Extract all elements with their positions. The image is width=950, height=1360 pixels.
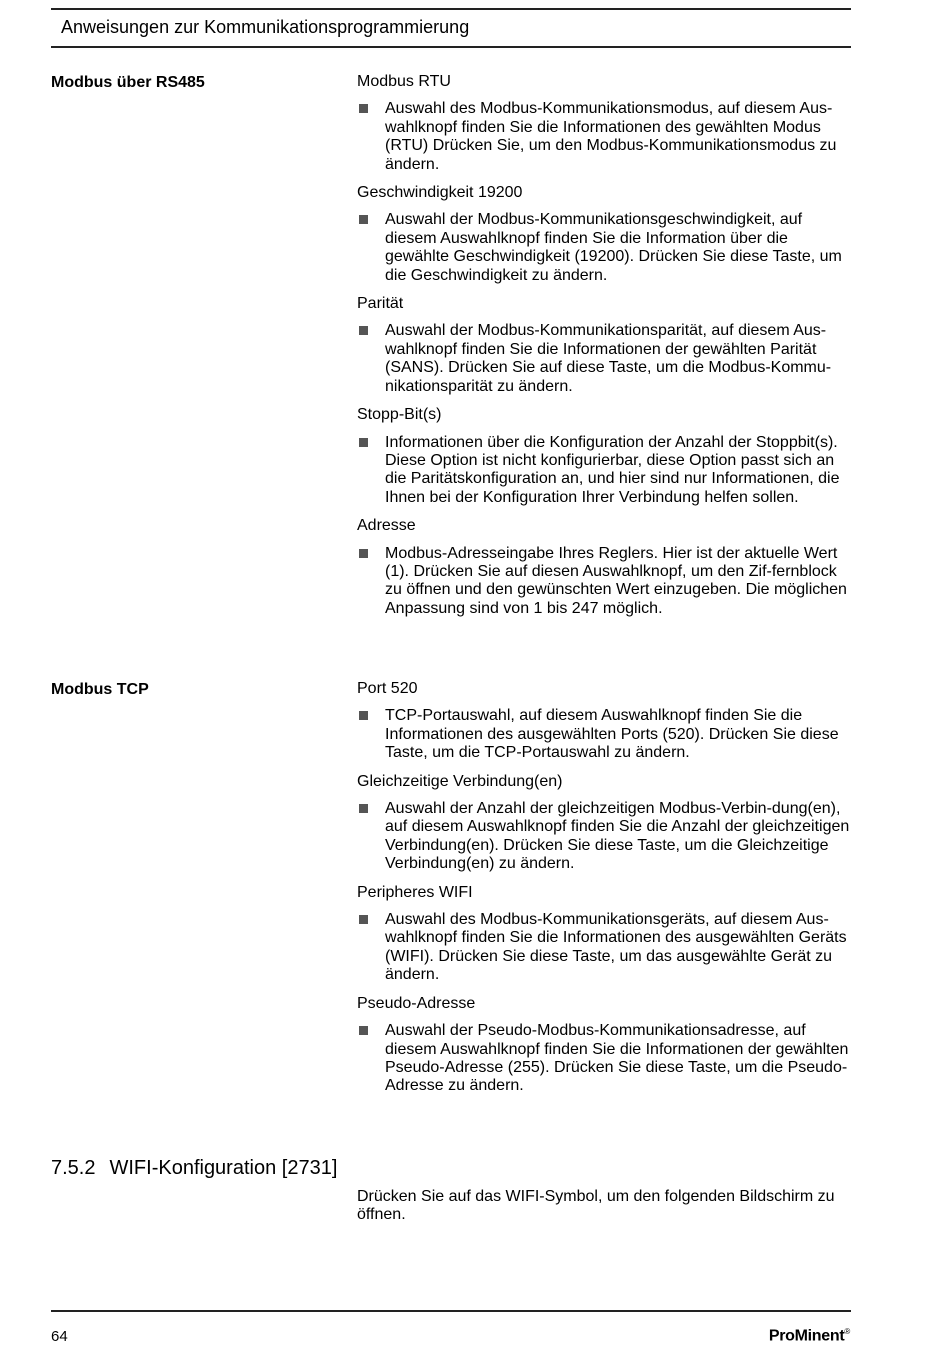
tcp-item <box>357 884 851 985</box>
item-subheading: Modbus RTU <box>357 73 451 90</box>
item-subheading: Peripheres WIFI <box>357 883 473 901</box>
rs485-item <box>357 406 851 507</box>
item-subheading: Port 520 <box>357 680 418 697</box>
item-text: Auswahl der Modbus-Kommunikationsparität, auf diesem Aus-wahlknopf finden Sie die Informationen der gewählten Parität (SANS). Drücken Sie auf diese Taste, um die Modbus-Kommu-nikationsparität zu ändern. <box>385 322 832 395</box>
item-subheading: Geschwindigkeit 19200 <box>357 184 523 202</box>
item-text: Informationen über die Konfiguration der Anzahl der Stoppbit(s). Diese Option ist nicht konfigurierbar, diese Option passt sich an die Paritätskonfiguration an, und hier sind nur Informationen, die Ihnen bei der Konfiguration Ihrer Verbindung helfen sollen. <box>385 433 840 506</box>
registered-mark: ® <box>844 1327 850 1336</box>
page-number: 64 <box>51 1328 68 1345</box>
header-rule-top <box>51 8 851 10</box>
list-item <box>357 211 851 285</box>
rs485-item <box>357 517 851 618</box>
item-subheading: Adresse <box>357 517 416 535</box>
rs485-item <box>357 184 851 285</box>
header-rule-bottom <box>51 46 851 48</box>
item-text: TCP-Portauswahl, auf diesem Auswahlknopf finden Sie die Informationen des ausgewählten Ports (520). Drücken Sie diese Taste, um die TCP-Portauswahl zu ändern. <box>385 707 839 762</box>
list-item <box>357 434 851 508</box>
list-item <box>357 707 851 762</box>
list-item <box>357 800 851 874</box>
square-bullet-icon <box>359 711 368 720</box>
page-header-title: Anweisungen zur Kommunikationsprogrammierung <box>61 17 470 37</box>
rs485-item <box>357 73 851 174</box>
brand-logo <box>769 1327 850 1345</box>
square-bullet-icon <box>359 438 368 447</box>
list-item <box>357 322 851 396</box>
tcp-heading: Modbus TCP <box>51 681 149 698</box>
item-text: Auswahl der Anzahl der gleichzeitigen Modbus-Verbin-dung(en), auf diesem Auswahlknopf finden Sie die Anzahl der gleichzeitigen Verbindung(en). Drücken Sie diese Taste, um die Gleichzeitige Verbindung(en) zu ändern. <box>385 800 850 873</box>
item-text: Auswahl der Pseudo-Modbus-Kommunikationsadresse, auf diesem Auswahlknopf finden Sie die Informationen der gewählten Pseudo-Adresse (255). Drücken Sie diese Taste, um die Pseudo-Adresse zu ändern. <box>385 1022 849 1095</box>
rs485-heading: Modbus über RS485 <box>51 74 205 91</box>
square-bullet-icon <box>359 804 368 813</box>
section-number: 7.5.2 <box>51 1157 96 1179</box>
rs485-content <box>357 73 851 628</box>
square-bullet-icon <box>359 549 368 558</box>
item-subheading: Stopp-Bit(s) <box>357 406 442 424</box>
item-subheading: Parität <box>357 295 404 313</box>
section-paragraph: Drücken Sie auf das WIFI-Symbol, um den folgenden Bildschirm zu öffnen. <box>357 1188 835 1224</box>
list-item <box>357 911 851 985</box>
list-item <box>357 100 851 174</box>
square-bullet-icon <box>359 215 368 224</box>
item-text: Modbus-Adresseingabe Ihres Reglers. Hier ist der aktuelle Wert (1). Drücken Sie auf diesen Auswahlknopf, um den Zif-fernblock zu öffnen und den gewünschten Wert einzugeben. Die möglichen Anpassung sind von 1 bis 247 möglich. <box>385 544 847 617</box>
square-bullet-icon <box>359 915 368 924</box>
square-bullet-icon <box>359 104 368 113</box>
logo-text: ProMinent <box>768 1327 845 1345</box>
tcp-item <box>357 773 851 874</box>
item-text: Auswahl der Modbus-Kommunikationsgeschwindigkeit, auf diesem Auswahlknopf finden Sie die Information über die gewählte Geschwindigkeit (19200). Drücken Sie diese Taste, um die Geschwindigkeit zu ändern. <box>385 211 842 284</box>
item-text: Auswahl des Modbus-Kommunikationsmodus, auf diesem Aus-wahlknopf finden Sie die Informationen des gewählten Modus (RTU) Drücken Sie, um den Modbus-Kommunikationsmodus zu ändern. <box>385 100 837 173</box>
square-bullet-icon <box>359 326 368 335</box>
tcp-item <box>357 680 851 763</box>
square-bullet-icon <box>359 1026 368 1035</box>
footer-rule <box>51 1310 851 1312</box>
tcp-content <box>357 680 851 1106</box>
item-text: Auswahl des Modbus-Kommunikationsgeräts, auf diesem Aus-wahlknopf finden Sie die Informationen des ausgewählten Geräts (WIFI). Drücken Sie diese Taste, um das ausgewählte Gerät zu ändern. <box>385 911 847 984</box>
item-subheading: Pseudo-Adresse <box>357 994 476 1012</box>
rs485-item <box>357 295 851 396</box>
list-item <box>357 1022 851 1096</box>
list-item <box>357 545 851 619</box>
item-subheading: Gleichzeitige Verbindung(en) <box>357 772 563 790</box>
section-title: WIFI-Konfiguration [2731] <box>109 1157 338 1179</box>
section-heading <box>51 1156 337 1180</box>
tcp-item <box>357 995 851 1096</box>
